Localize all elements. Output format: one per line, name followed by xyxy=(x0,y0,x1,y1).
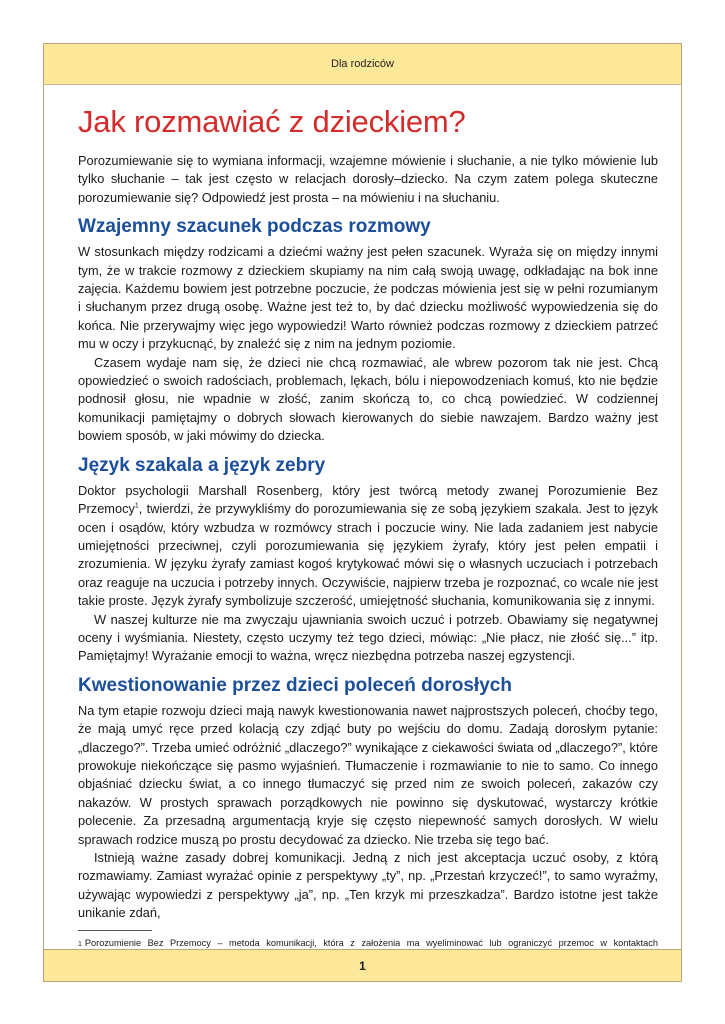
page-number: 1 xyxy=(359,958,366,973)
paragraph-text: , twierdzi, że przywykliśmy do porozumiewania się ze sobą językiem szakala. Jest to język ocen i osądów, który wzbudza w rozmówcy strach i poczucie winy. Nie lada zadaniem jest nabycie umiejętności przeciwnej, czyli porozumiewania się językiem żyrafy, który jest pełen empatii i zrozumienia. W języku żyrafy zamiast kogoś krytykować mówi się o własnych uczuciach i potrzebach oraz reaguje na uczucia i potrzeby innych. Oczywiście, najpierw trzeba je rozpoznać, co wcale nie jest takie proste. Język żyrafy symbolizuje szczerość, umiejętność słuchania, komunikowania się z innymi. xyxy=(78,501,658,609)
page-header xyxy=(43,43,682,85)
footnote-number: 1 xyxy=(78,940,82,948)
page-title: Jak rozmawiać z dzieckiem? xyxy=(78,104,466,139)
paragraph-text: Doktor psychologii Marshall Rosenberg, który jest twórcą metody zwanej Porozumienie Bez Przemocy xyxy=(78,482,658,517)
page-footer xyxy=(43,949,682,982)
intro-paragraph: Porozumiewanie się to wymiana informacji, wzajemne mówienie i słuchanie, a nie tylko mówienie lub tylko słuchanie – tak jest często w relacjach dorosły–dziecko. Na czym zatem polega skuteczne porozumiewanie się? Odpowiedź jest prosta – na mówieniu i na słuchaniu. xyxy=(78,153,658,205)
section-heading: Kwestionowanie przez dzieci poleceń dorosłych xyxy=(78,674,512,696)
section-heading: Język szakala a język zebry xyxy=(78,454,326,476)
footnote-text: Porozumienie Bez Przemocy – metoda komunikacji, która z założenia ma wyeliminować lub ograniczyć przemoc w kontaktach xyxy=(84,937,658,948)
footnote-ref: 1 xyxy=(134,502,139,510)
paragraph: W stosunkach między rodzicami a dziećmi ważny jest pełen szacunek. Wyraża się on między innymi tym, że w trakcie rozmowy z dzieckiem skupiamy na nim całą swoją uwagę, odkładając na bok inne zajęcia. Każdemu bowiem jest potrzebne poczucie, że podczas mówienia jest się w pełni rozumianym i słuchanym przez drugą osobę. Ważne jest też to, by dać dziecku możliwość wypowiedzenia się do końca. Nie przerywajmy więc jego wypowiedzi! Warto również podczas rozmowy z dzieckiem patrzeć mu w oczy i przykucnąć, by znaleźć się z nim na jednym poziomie. xyxy=(78,244,658,352)
footnote-divider xyxy=(78,930,152,931)
paragraph: Czasem wydaje nam się, że dzieci nie chcą rozmawiać, ale wbrew pozorom tak nie jest. Chcą opowiedzieć o swoich radościach, problemach, lękach, bólu i niepowodzeniach komuś, kto nie będzie podnosił głosu, nie wpadnie w złość, zanim skończą to, co chcą powiedzieć. W codziennej komunikacji pamiętajmy o dobrych słowach kierowanych do siebie nawzajem. Bardzo ważny jest bowiem sposób, w jaki mówimy do dziecka. xyxy=(78,354,658,444)
header-label: Dla rodziców xyxy=(331,58,394,70)
section-heading: Wzajemny szacunek podczas rozmowy xyxy=(78,216,431,238)
paragraph: Istnieją ważne zasady dobrej komunikacji. Jedną z nich jest akceptacja uczuć osoby, z którą rozmawiamy. Zamiast wyrażać opinie z perspektywy „ty”, np. „Przestań krzyczeć!”, to samo wyraźmy, używając wypowiedzi z perspektywy „ja”, np. „Ten krzyk mi przeszkadza”. Bardzo istotne jest także unikanie zdań, xyxy=(78,850,658,921)
paragraph: W naszej kulturze nie ma zwyczaju ujawniania swoich uczuć i potrzeb. Obawiamy się negatywnej oceny i wyśmiania. Niestety, często uczymy też tego dzieci, mówiąc: „Nie płacz, nie złość się...” itp. Pamiętajmy! Wyrażanie emocji to ważna, wręcz niezbędna potrzeba naszej egzystencji. xyxy=(78,611,658,664)
paragraph xyxy=(78,482,658,611)
paragraph: Na tym etapie rozwoju dzieci mają nawyk kwestionowania nawet najprostszych poleceń, choćby tego, że mają umyć ręce przed kolacją czy zdjąć buty po wejściu do domu. Zadają dorosłym pytanie: „dlaczego?”. Trzeba umieć odróżnić „dlaczego?” wynikające z ciekawości świata od „dlaczego?”, które prowokuje niekończące się pasmo wyjaśnień. Tłumaczenie i rozmawianie to nie to samo. Co innego objaśniać dziecku świat, a co innego tłumaczyć się przed nim ze swoich poleceń, zakazów czy nakazów. W prostych sprawach porządkowych nie powinno się dyskutować, wystarczy krótkie polecenie. Za przesadną argumentacją kryje się często niepewność samych dorosłych. W wielu sprawach rodzice muszą po prostu decydować za dziecko. Nie trzeba się tego bać. xyxy=(78,702,658,847)
article xyxy=(78,104,658,976)
